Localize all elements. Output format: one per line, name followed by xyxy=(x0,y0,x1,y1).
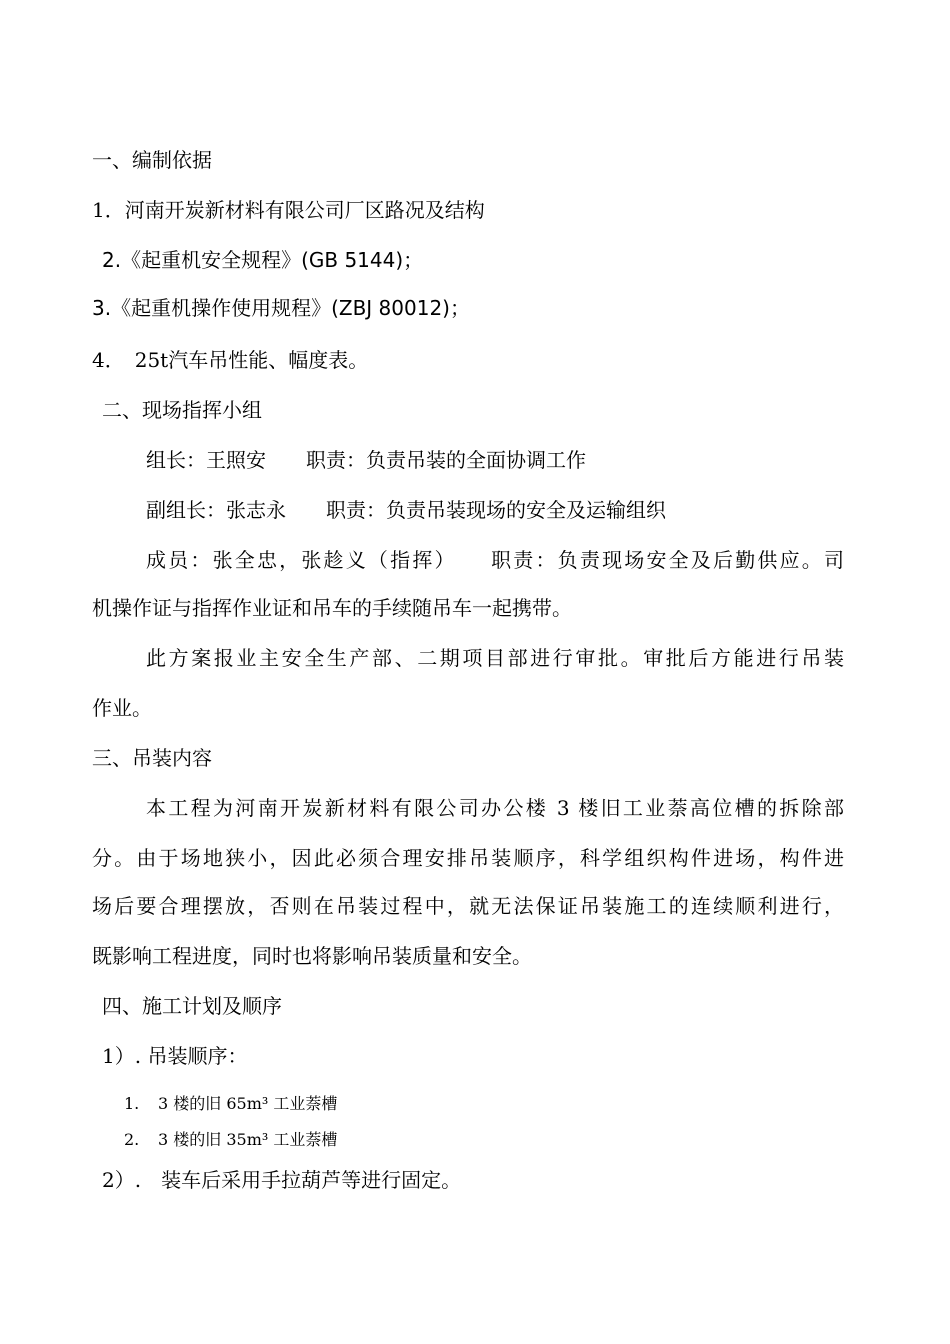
section-4-title: 四、施工计划及顺序 xyxy=(102,994,282,1018)
content-line-4: 既影响工程进度，同时也将影响吊装质量和安全。 xyxy=(92,944,532,968)
team-deputy: 副组长：张志永 职责：负责吊装现场的安全及运输组织 xyxy=(146,498,666,522)
plan-step-2: 2）. 装车后采用手拉葫芦等进行固定。 xyxy=(102,1168,462,1192)
content-line-1: 本工程为河南开炭新材料有限公司办公楼 3 楼旧工业萘高位槽的拆除部 xyxy=(146,796,844,820)
basis-item-4: 4． 25t汽车吊性能、幅度表。 xyxy=(92,348,369,372)
plan-step-1: 1）. 吊装顺序： xyxy=(102,1044,248,1068)
list-number: 2. xyxy=(124,1130,140,1149)
approval-line-1: 此方案报业主安全生产部、二期项目部进行审批。审批后方能进行吊装 xyxy=(146,646,844,670)
list-item: 3 楼的旧 35m³ 工业萘槽 xyxy=(158,1130,338,1149)
team-members-line-2: 机操作证与指挥作业证和吊车的手续随吊车一起携带。 xyxy=(92,596,572,620)
list-item: 3 楼的旧 65m³ 工业萘槽 xyxy=(158,1094,338,1113)
content-line-2: 分。由于场地狭小，因此必须合理安排吊装顺序，科学组织构件进场，构件进 xyxy=(92,846,844,870)
basis-item-3: 3.《起重机操作使用规程》(ZBJ 80012)； xyxy=(92,296,470,320)
approval-line-2: 作业。 xyxy=(92,696,152,720)
team-members-line-1: 成员：张全忠，张趁义（指挥） 职责：负责现场安全及后勤供应。司 xyxy=(146,548,844,572)
team-leader: 组长：王照安 职责：负责吊装的全面协调工作 xyxy=(146,448,586,472)
content-line-3: 场后要合理摆放，否则在吊装过程中，就无法保证吊装施工的连续顺利进行， xyxy=(92,894,844,918)
basis-item-2: 2.《起重机安全规程》(GB 5144)； xyxy=(102,248,424,272)
section-2-title: 二、现场指挥小组 xyxy=(102,398,262,422)
list-number: 1. xyxy=(124,1094,140,1113)
section-3-title: 三、吊装内容 xyxy=(92,746,212,770)
basis-item-1: 1．河南开炭新材料有限公司厂区路况及结构 xyxy=(92,198,485,222)
section-1-title: 一、编制依据 xyxy=(92,148,212,172)
